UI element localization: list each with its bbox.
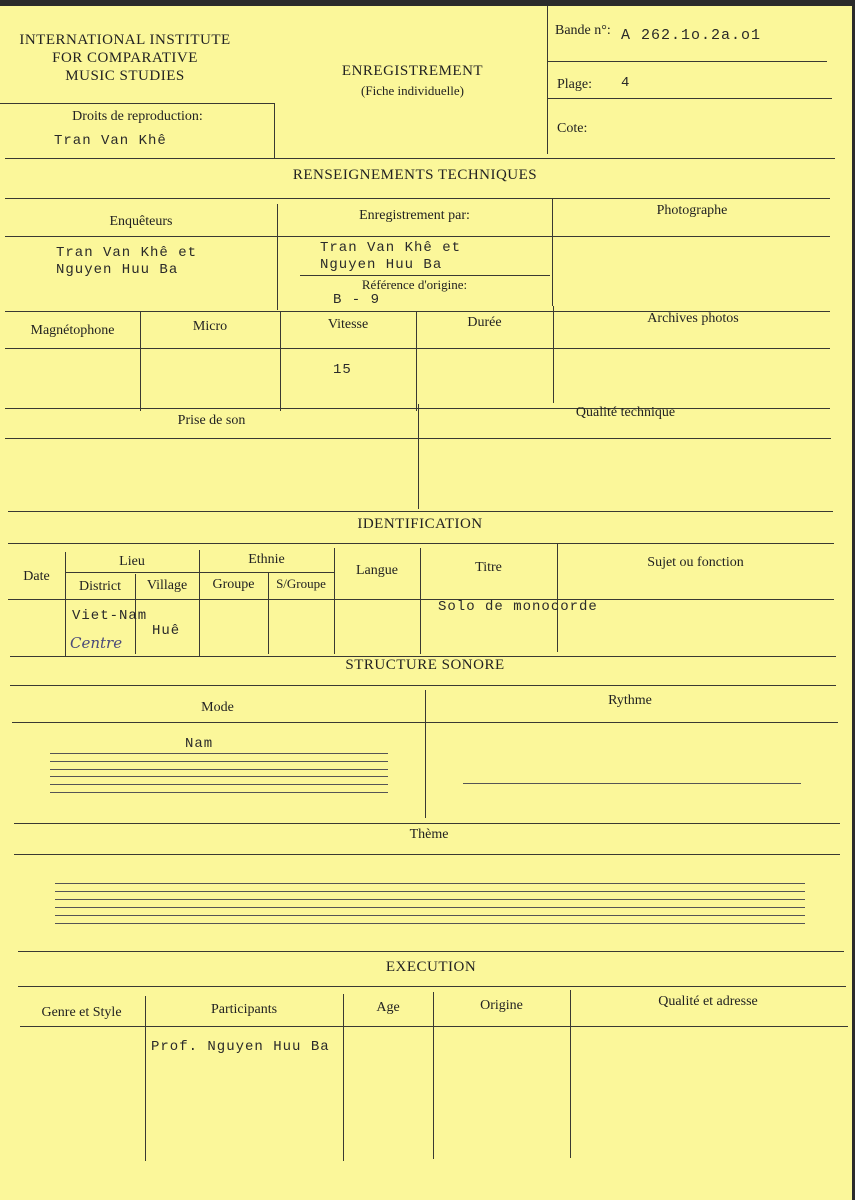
vitesse-value: 15	[333, 362, 352, 378]
magnetophone-label: Magnétophone	[30, 323, 115, 338]
district-handwritten: Centre	[70, 634, 123, 652]
titre-value: Solo de monocorde	[438, 599, 598, 615]
enregistrement-value-1: Tran Van Khê et	[320, 240, 462, 256]
duree-label: Durée	[467, 315, 502, 330]
district-label: District	[79, 579, 121, 594]
record-card	[0, 6, 852, 1200]
theme-label: Thème	[409, 827, 449, 842]
enqueteurs-label: Enquêteurs	[109, 214, 173, 229]
enregistrement-label: Enregistrement par:	[359, 208, 470, 223]
genre-label: Genre et Style	[41, 1005, 122, 1020]
photographe-label: Photographe	[656, 203, 728, 218]
district-value: Viet-Nam	[72, 608, 148, 624]
village-label: Village	[146, 578, 188, 593]
age-label: Age	[376, 1000, 400, 1015]
plage-label: Plage:	[557, 77, 592, 92]
date-label: Date	[23, 569, 50, 584]
ethnie-label: Ethnie	[248, 552, 285, 567]
enqueteurs-value-1: Tran Van Khê et	[56, 245, 198, 261]
form-title: ENREGISTREMENT	[341, 63, 484, 79]
droits-value: Tran Van Khê	[54, 133, 167, 149]
mode-value: Nam	[185, 736, 214, 752]
sujet-label: Sujet ou fonction	[647, 555, 744, 570]
bande-value: A 262.1o.2a.o1	[621, 27, 762, 44]
participant-value: Prof. Nguyen Huu Ba	[151, 1039, 330, 1055]
sgroupe-label: S/Groupe	[276, 576, 326, 591]
reference-value: B - 9	[333, 292, 381, 308]
participants-label: Participants	[210, 1002, 278, 1017]
village-value: Huê	[152, 623, 181, 639]
micro-label: Micro	[192, 319, 228, 334]
titre-label: Titre	[475, 560, 502, 575]
qualite-adresse-label: Qualité et adresse	[658, 994, 758, 1009]
section-execution: EXECUTION	[385, 959, 477, 975]
enregistrement-value-2: Nguyen Huu Ba	[320, 257, 443, 273]
archives-label: Archives photos	[647, 311, 739, 326]
mode-label: Mode	[201, 700, 234, 715]
cote-label: Cote:	[557, 121, 588, 136]
origine-label: Origine	[480, 998, 523, 1013]
section-structure: STRUCTURE SONORE	[345, 657, 505, 673]
form-subtitle: (Fiche individuelle)	[361, 83, 464, 98]
prise-label: Prise de son	[177, 413, 246, 428]
enqueteurs-value-2: Nguyen Huu Ba	[56, 262, 179, 278]
qualite-technique-label: Qualité technique	[575, 405, 676, 420]
section-identification: IDENTIFICATION	[357, 516, 483, 532]
section-technique: RENSEIGNEMENTS TECHNIQUES	[292, 167, 538, 183]
langue-label: Langue	[356, 563, 398, 578]
bande-label: Bande n°:	[555, 23, 611, 38]
rythme-label: Rythme	[608, 693, 652, 708]
droits-label: Droits de reproduction:	[72, 109, 203, 124]
lieu-label: Lieu	[119, 554, 145, 569]
plage-value: 4	[621, 75, 631, 91]
reference-label: Référence d'origine:	[361, 277, 468, 292]
groupe-label: Groupe	[212, 577, 255, 592]
vitesse-label: Vitesse	[327, 317, 369, 332]
institute-name: INTERNATIONAL INSTITUTE FOR COMPARATIVE MUSIC STUDIES	[19, 32, 231, 84]
